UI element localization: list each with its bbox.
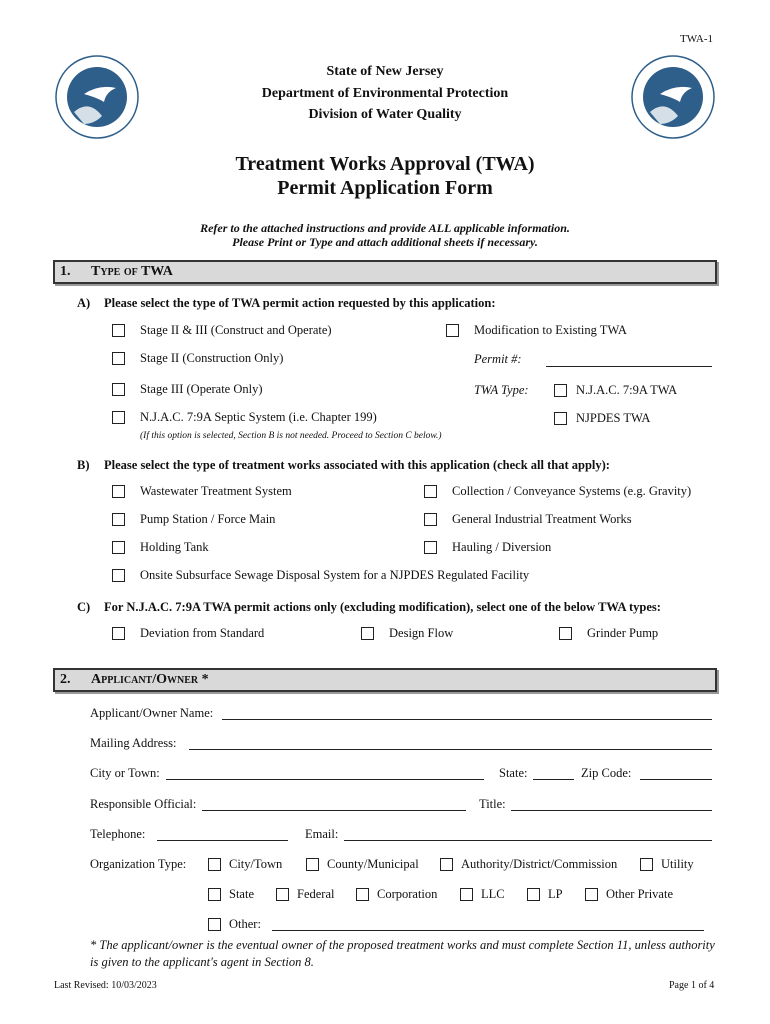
checkbox-hauling-diversion[interactable] [424,541,437,554]
checkbox-lp[interactable] [527,888,540,901]
checkbox-wastewater-treatment[interactable] [112,485,125,498]
option-label: Authority/District/Commission [461,857,618,871]
checkbox-holding-tank[interactable] [112,541,125,554]
option-label: City/Town [229,857,283,871]
question-c: For N.J.A.C. 7:9A TWA permit actions only (excluding modification), select one of the below TWA types: [104,600,661,614]
option-label: N.J.A.C. 7:9A Septic System (i.e. Chapter 199) [140,410,377,424]
option-label: Stage II & III (Construct and Operate) [140,323,332,337]
checkbox-design-flow[interactable] [361,627,374,640]
option-label: Grinder Pump [587,626,659,640]
checkbox-stage-2-3[interactable] [112,324,125,337]
last-revised: Last Revised: 10/03/2023 [54,980,157,991]
checkbox-federal[interactable] [276,888,289,901]
question-c-letter: C) [77,600,91,614]
owner-name-label: Applicant/Owner Name: [90,706,214,720]
instructions-line1: Refer to the attached instructions and provide ALL applicable information. [200,221,570,235]
checkbox-city-town[interactable] [208,858,221,871]
responsible-official-label: Responsible Official: [90,797,197,811]
checkbox-llc[interactable] [460,888,473,901]
checkbox-county-municipal[interactable] [306,858,319,871]
form-subtitle: Permit Application Form [277,177,493,199]
option-label: Wastewater Treatment System [140,484,292,498]
zip-label: Zip Code: [581,766,632,780]
checkbox-other-private[interactable] [585,888,598,901]
checkbox-state[interactable] [208,888,221,901]
option-label: Onsite Subsurface Sewage Disposal System for a NJPDES Regulated Facility [140,568,530,582]
section-title: Applicant/Owner * [91,672,209,687]
option-label: County/Municipal [327,857,419,871]
checkbox-grinder-pump[interactable] [559,627,572,640]
option-label: Corporation [377,887,438,901]
option-label: NJPDES TWA [576,411,651,425]
checkbox-collection-conveyance[interactable] [424,485,437,498]
responsible-official-field[interactable] [202,810,466,811]
city-field[interactable] [166,779,484,780]
option-label: LP [548,887,563,901]
option-label: Stage II (Construction Only) [140,351,284,365]
option-label: Modification to Existing TWA [474,323,627,337]
permit-number-label: Permit #: [474,352,522,366]
footnote-line1: * The applicant/owner is the eventual owner of the proposed treatment works and must complete Section 11, unless authority [90,938,715,952]
checkbox-deviation[interactable] [112,627,125,640]
option-label: Deviation from Standard [140,626,265,640]
checkbox-authority[interactable] [440,858,453,871]
section-number: 2. [60,672,71,687]
checkbox-njpdes-twa[interactable] [554,412,567,425]
permit-number-field[interactable] [546,366,712,367]
city-label: City or Town: [90,766,160,780]
organization-type-label: Organization Type: [90,857,187,871]
email-field[interactable] [344,840,712,841]
option-label: Utility [661,857,694,871]
checkbox-onsite-subsurface[interactable] [112,569,125,582]
mailing-address-field[interactable] [189,749,712,750]
option-label: Other: [229,917,261,931]
option-label: Pump Station / Force Main [140,512,276,526]
email-label: Email: [305,827,339,841]
option-label: Holding Tank [140,540,209,554]
title-label: Title: [479,797,506,811]
twa-type-label: TWA Type: [474,383,529,397]
option-label: Collection / Conveyance Systems (e.g. Gravity) [452,484,692,498]
question-b: Please select the type of treatment works associated with this application (check all that apply): [104,458,610,472]
question-b-letter: B) [77,458,90,472]
checkbox-stage-3[interactable] [112,383,125,396]
state-field[interactable] [533,779,574,780]
checkbox-utility[interactable] [640,858,653,871]
question-a: Please select the type of TWA permit action requested by this application: [104,296,496,310]
option-label: LLC [481,887,505,901]
checkbox-njac-twa[interactable] [554,384,567,397]
mailing-address-label: Mailing Address: [90,736,177,750]
header-state: State of New Jersey [326,64,444,79]
option-label: Other Private [606,887,673,901]
title-field[interactable] [511,810,712,811]
zip-field[interactable] [640,779,712,780]
checkbox-other[interactable] [208,918,221,931]
other-org-field[interactable] [272,930,704,931]
checkbox-septic-system[interactable] [112,411,125,424]
section-number: 1. [60,264,71,279]
header-division: Division of Water Quality [308,107,462,122]
section-title: Type of TWA [91,264,173,279]
option-label: Design Flow [389,626,454,640]
form-id: TWA-1 [680,33,713,45]
telephone-label: Telephone: [90,827,146,841]
checkbox-industrial-treatment[interactable] [424,513,437,526]
septic-note: (If this option is selected, Section B is not needed. Proceed to Section C below.) [140,431,442,441]
owner-name-field[interactable] [222,719,712,720]
option-label: State [229,887,254,901]
instructions-line2: Please Print or Type and attach additional sheets if necessary. [232,235,538,249]
state-label: State: [499,766,528,780]
page-number: Page 1 of 4 [669,980,715,991]
checkbox-pump-station[interactable] [112,513,125,526]
form-title: Treatment Works Approval (TWA) [235,153,535,175]
section-2-header [53,668,717,692]
header-department: Department of Environmental Protection [261,86,509,101]
option-label: N.J.A.C. 7:9A TWA [576,383,678,397]
footnote-line2: is given to the applicant's agent in Section 8. [90,955,314,969]
option-label: Stage III (Operate Only) [140,382,263,396]
option-label: Federal [297,887,335,901]
checkbox-corporation[interactable] [356,888,369,901]
checkbox-stage-2[interactable] [112,352,125,365]
telephone-field[interactable] [157,840,288,841]
section-1-header [53,260,717,284]
checkbox-modification[interactable] [446,324,459,337]
option-label: General Industrial Treatment Works [452,512,632,526]
option-label: Hauling / Diversion [452,540,552,554]
question-a-letter: A) [77,296,91,310]
